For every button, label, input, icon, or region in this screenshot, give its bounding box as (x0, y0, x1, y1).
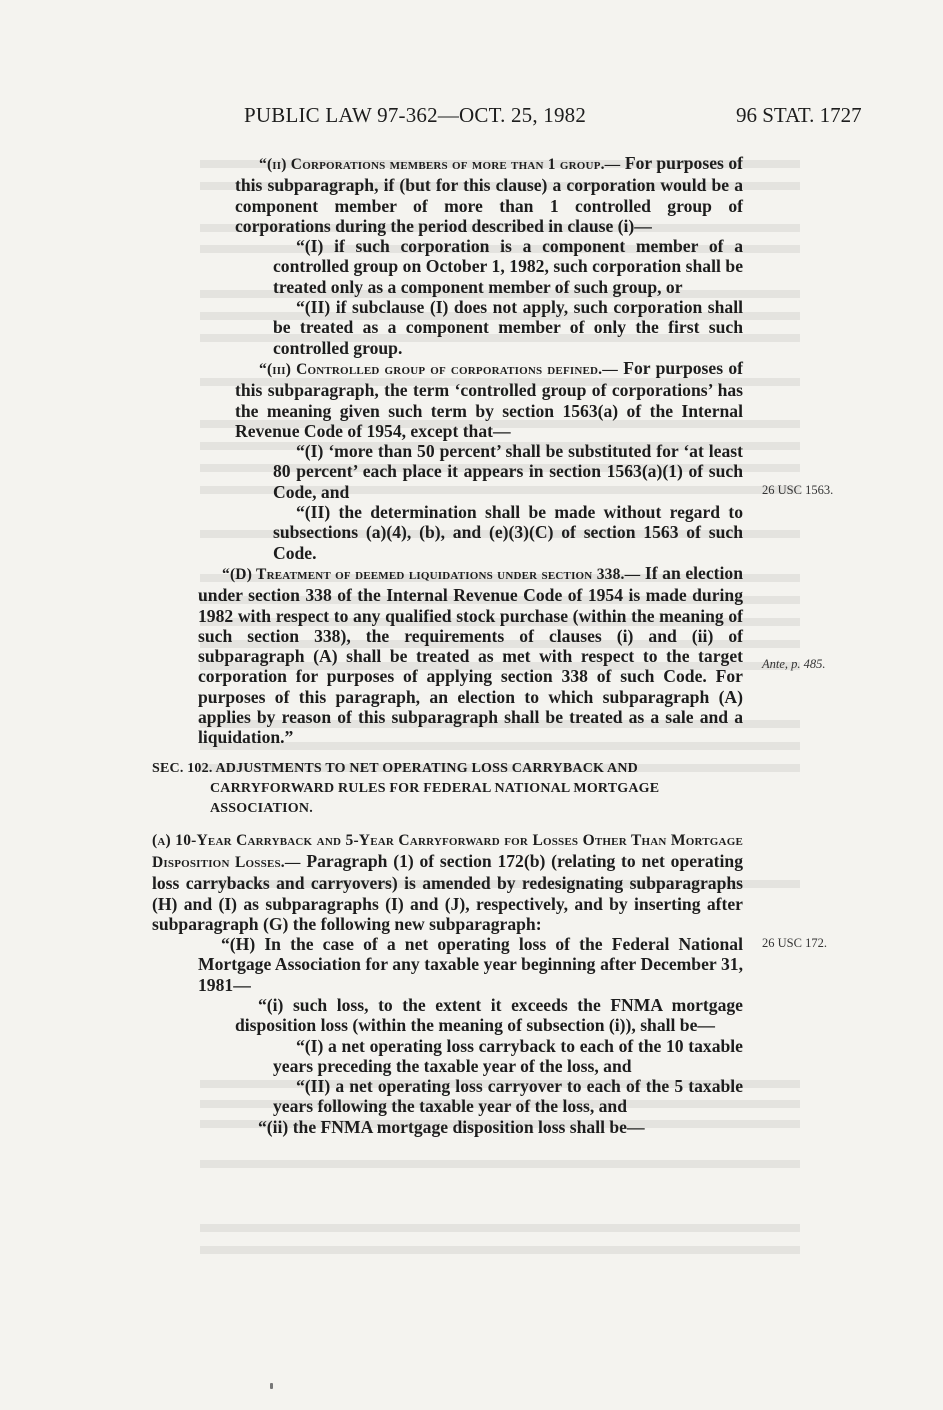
subclause-II-groups (198, 297, 743, 358)
subclause-I-percent-text: “(I) ‘more than 50 percent’ shall be substituted for ‘at least 80 percent’ each place it appears in section 1563(a)(1) of such Code, and (273, 441, 743, 502)
subclause-I-percent (198, 441, 743, 502)
subparagraph-D-text: If an election under section 338 of the Internal Revenue Code of 1954 is made during 1982 with respect to any qualified stock purchase (within the meaning of such section 338), the requirements of clauses (i) and (ii) of subparagraph (A) shall be treated as met with respect to the target corporation for purposes of applying section 338 of such Code. For purposes of this paragraph, an election to which subparagraph (A) applies by reason of this subparagraph shall be treated as a sale and a liquidation.” (198, 562, 743, 748)
subsection-a-paragraph (152, 829, 743, 934)
clause-ii-paragraph (198, 153, 743, 236)
clause-i-paragraph (198, 995, 743, 1036)
clause-iii-text: For purposes of this subparagraph, the term ‘controlled group of corporations’ has the meaning given such term by section 1563(a) of the Internal Revenue Code of 1954, except that— (235, 357, 743, 441)
printer-mark (270, 1383, 273, 1389)
subclause-II-determination-text: “(II) the determination shall be made without regard to subsections (a)(4), (b), and (e)(3)(C) of section 1563 of such Code. (273, 502, 743, 563)
subsection-a-text: Paragraph (1) of section 172(b) (relating to net operating loss carrybacks and carryovers) is amended by redesignating subparagraphs (H) and (I) as subparagraphs (I) and (J), respectively, and by inserting after subparagraph (G) the following new subparagraph: (152, 850, 743, 934)
clause-iii-caption: “(iii) Controlled group of corporations defined.— (259, 360, 618, 378)
running-header-title: PUBLIC LAW 97-362—OCT. 25, 1982 (244, 103, 587, 127)
subclause-II-groups-text: “(II) if subclause (I) does not apply, such corporation shall be treated as a component member of only the first such controlled group. (273, 297, 743, 358)
subclause-I-carryback (198, 1036, 743, 1077)
subparagraph-H-text: “(H) In the case of a net operating loss of the Federal National Mortgage Association for any taxable year beginning after December 31, 1981— (198, 934, 743, 995)
margin-note-usc-172: 26 USC 172. (762, 936, 827, 950)
subsection-a-caption: (a) 10-Year Carryback and 5-Year Carryforward for Losses Other Than Mortgage Disposition Losses.— (152, 831, 743, 871)
margin-note-usc-1563: 26 USC 1563. (762, 483, 834, 497)
subclause-II-carryover (198, 1076, 743, 1117)
subparagraph-H-paragraph (198, 934, 743, 995)
clause-ii-caption: “(ii) Corporations members of more than 1 group.— (259, 156, 621, 173)
margin-note-ante: Ante, p. 485. (762, 657, 826, 671)
subclause-I-groups-text: “(I) if such corporation is a component member of a controlled group on October 1, 1982, such corporation shall be treated only as a component member of such group, or (273, 236, 743, 297)
clause-ii-text: For purposes of this subparagraph, if (but for this clause) a corporation would be a component member of more than 1 controlled group of corporations during the period described in clause (i)— (235, 153, 743, 236)
subclause-I-groups (198, 236, 743, 297)
clause-ii-fnma-text: “(ii) the FNMA mortgage disposition loss shall be— (258, 1116, 645, 1137)
clause-ii-fnma (198, 1117, 743, 1137)
subclause-II-carryover-text: “(II) a net operating loss carryover to each of the 5 taxable years following the taxable year of the loss, and (273, 1076, 743, 1117)
law-body-text (152, 153, 743, 1137)
statute-page-number: 96 STAT. 1727 (736, 103, 862, 127)
subparagraph-D-paragraph (198, 563, 743, 748)
section-102-heading: SEC. 102. ADJUSTMENTS TO NET OPERATING LOSS CARRYBACK AND CARRYFORWARD RULES FOR FEDERAL NATIONAL MORTGAGE ASSOCIATION. (152, 760, 660, 816)
subclause-II-determination (198, 502, 743, 563)
clause-i-text: “(i) such loss, to the extent it exceeds the FNMA mortgage disposition loss (within the meaning of subsection (i)), shall be— (235, 994, 743, 1036)
subparagraph-D-caption: “(D) Treatment of deemed liquidations under section 338.— (222, 565, 641, 583)
subclause-I-carryback-text: “(I) a net operating loss carryback to each of the 10 taxable years preceding the taxable year of the loss, and (273, 1035, 743, 1076)
clause-iii-paragraph (198, 358, 743, 441)
